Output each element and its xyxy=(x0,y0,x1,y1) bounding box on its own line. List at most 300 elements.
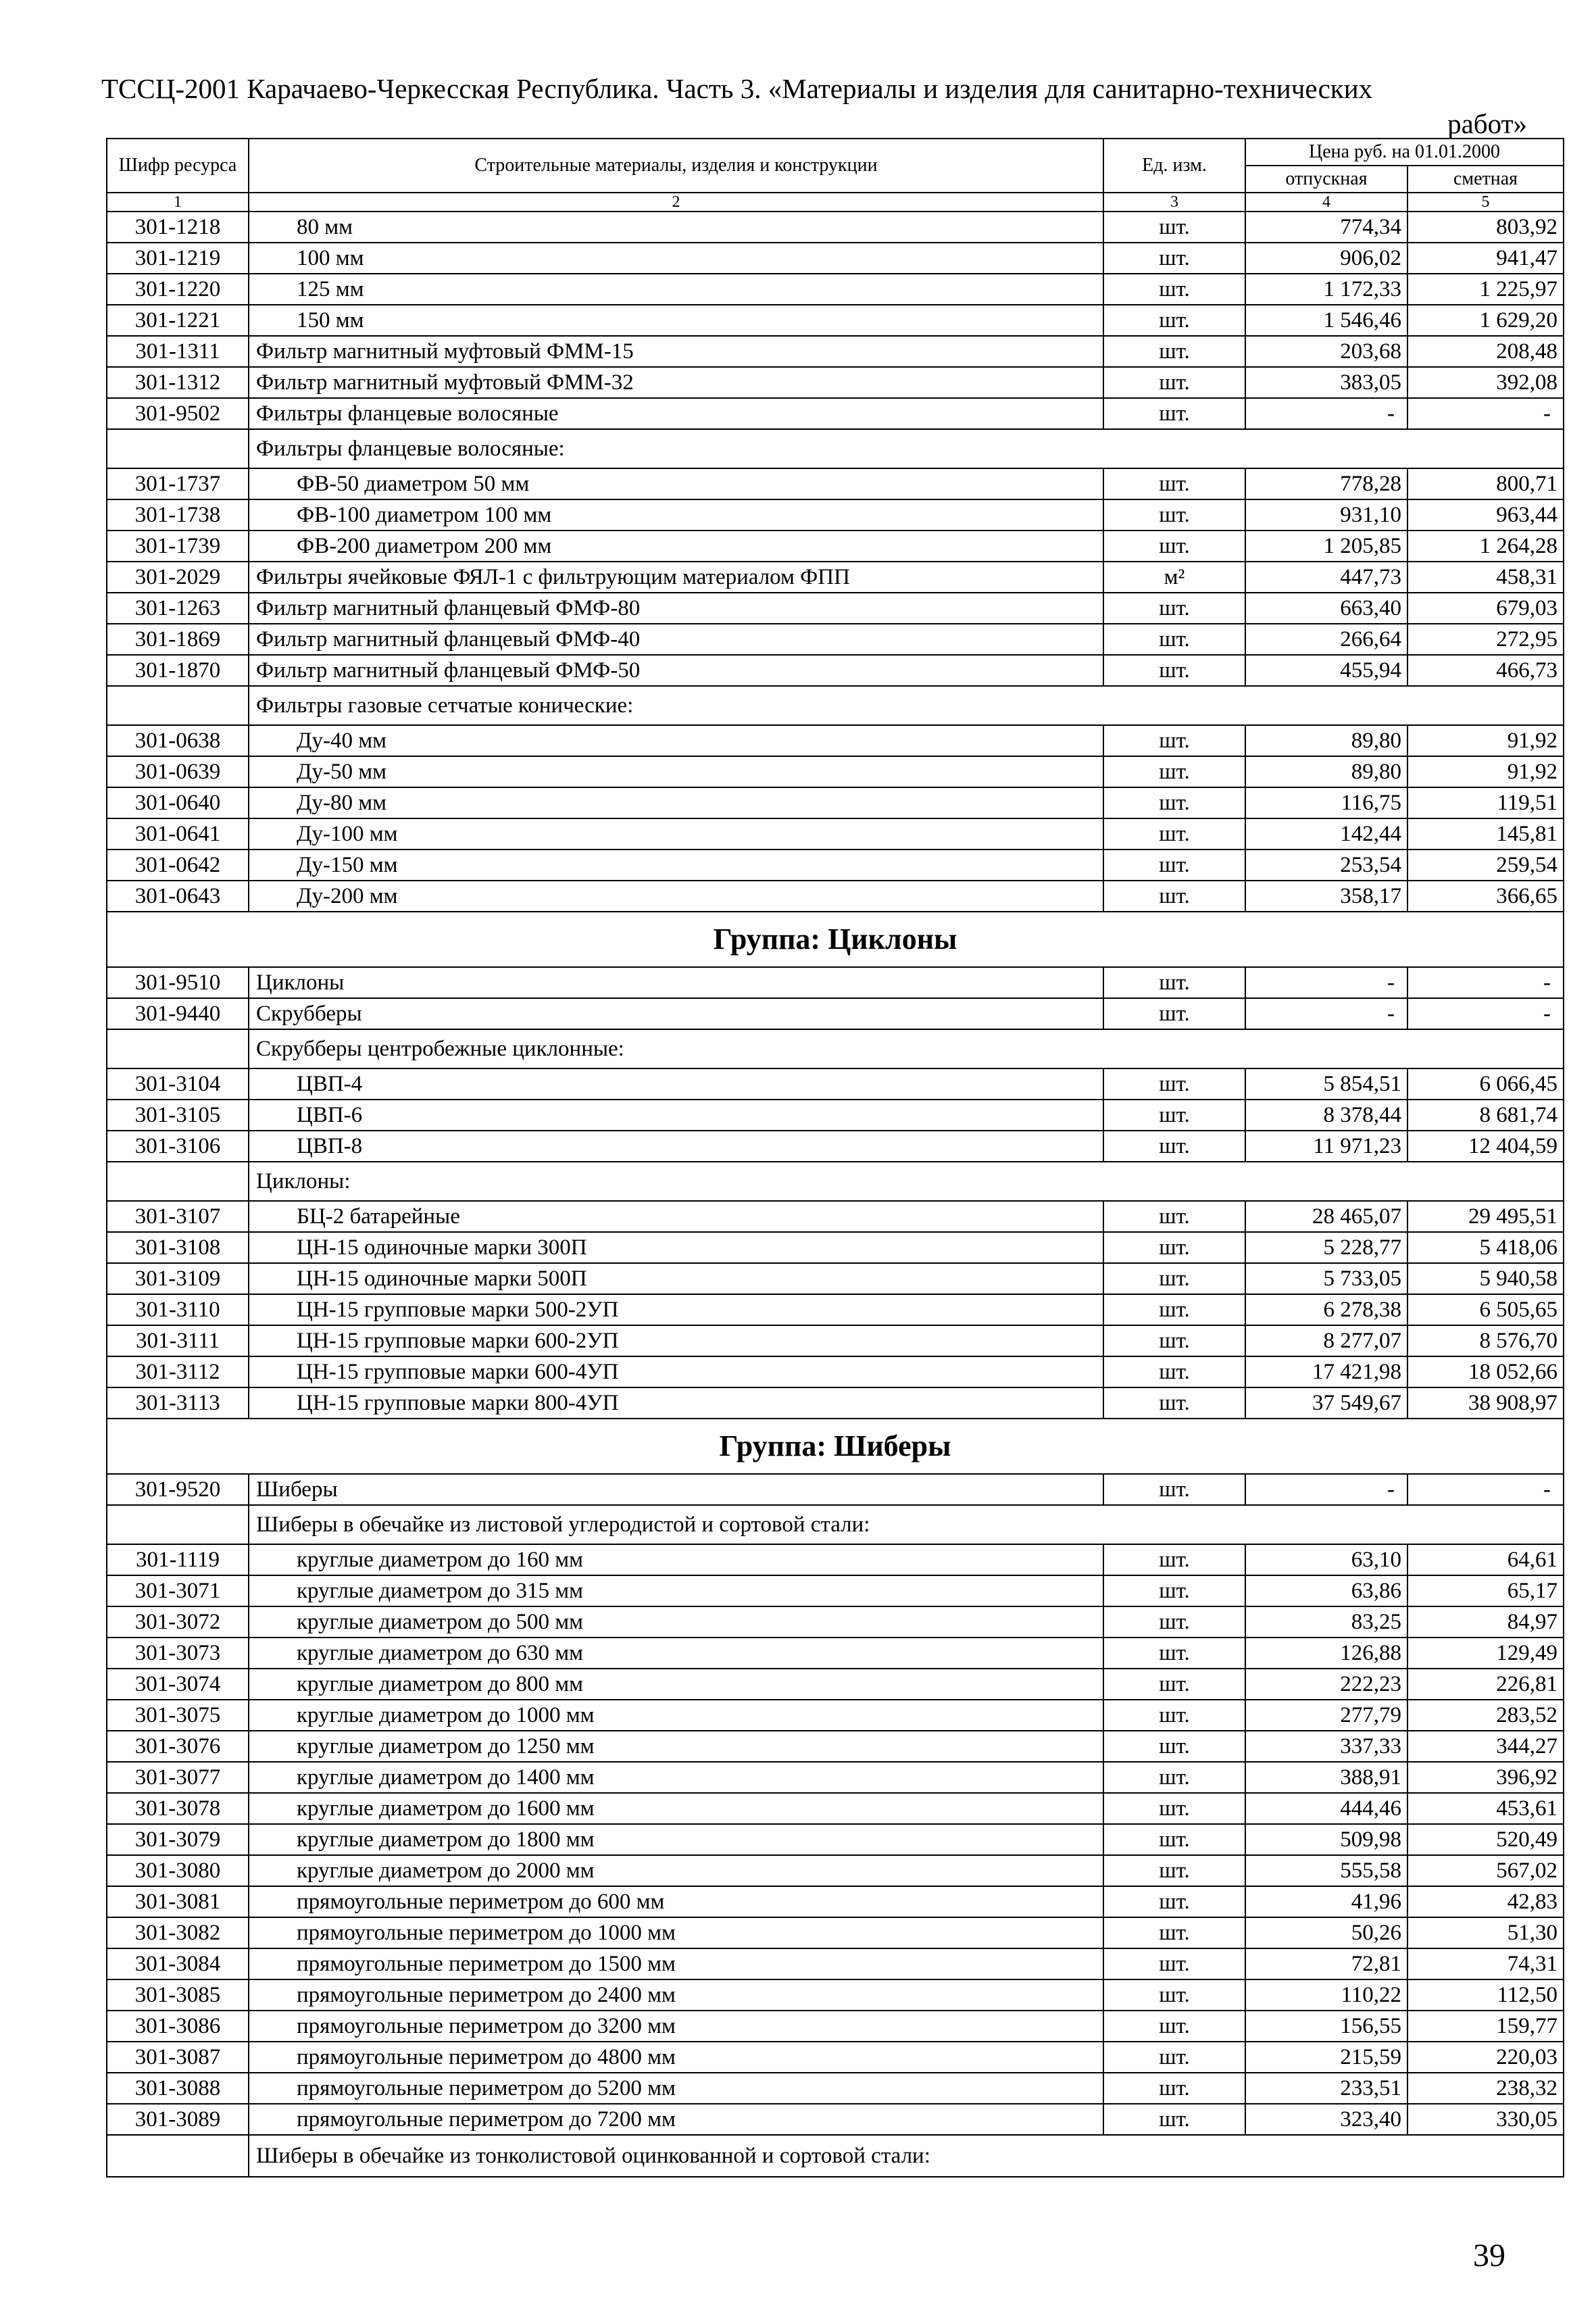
release-price: 17 421,98 xyxy=(1245,1356,1407,1387)
release-price: 63,10 xyxy=(1245,1544,1407,1575)
unit: шт. xyxy=(1103,787,1245,818)
resource-name: круглые диаметром до 2000 мм xyxy=(249,1855,1103,1886)
column-numbers-row xyxy=(107,193,1564,212)
unit: шт. xyxy=(1103,1201,1245,1232)
estimate-price: 366,65 xyxy=(1407,881,1564,912)
release-price: 358,17 xyxy=(1245,881,1407,912)
header-estimate: сметная xyxy=(1407,166,1564,193)
unit: шт. xyxy=(1103,1948,1245,1979)
table-row xyxy=(107,1131,1564,1162)
table-row xyxy=(107,2104,1564,2135)
release-price: 1 172,33 xyxy=(1245,274,1407,305)
unit: шт. xyxy=(1103,1131,1245,1162)
release-price: 8 378,44 xyxy=(1245,1100,1407,1131)
resource-code: 301-3105 xyxy=(107,1100,249,1131)
release-price: 116,75 xyxy=(1245,787,1407,818)
release-price: 323,40 xyxy=(1245,2104,1407,2135)
resource-code: 301-3089 xyxy=(107,2104,249,2135)
resource-code: 301-3079 xyxy=(107,1824,249,1855)
resource-code: 301-9502 xyxy=(107,398,249,429)
resource-name: ФВ-100 диаметром 100 мм xyxy=(249,499,1103,531)
resource-code: 301-1219 xyxy=(107,243,249,274)
unit: шт. xyxy=(1103,1917,1245,1948)
title-line-2: работ» xyxy=(1447,108,1527,139)
release-price: 388,91 xyxy=(1245,1762,1407,1793)
estimate-price: 145,81 xyxy=(1407,818,1564,850)
unit: шт. xyxy=(1103,1263,1245,1294)
resource-name: круглые диаметром до 1800 мм xyxy=(249,1824,1103,1855)
subheading-row xyxy=(107,1162,1564,1201)
table-row xyxy=(107,1824,1564,1855)
resource-code: 301-3080 xyxy=(107,1855,249,1886)
release-price: 222,23 xyxy=(1245,1669,1407,1700)
release-price: 774,34 xyxy=(1245,212,1407,243)
resource-name: ЦН-15 групповые марки 600-4УП xyxy=(249,1356,1103,1387)
unit: шт. xyxy=(1103,1068,1245,1100)
resource-code: 301-9440 xyxy=(107,998,249,1029)
estimate-price: 220,03 xyxy=(1407,2042,1564,2073)
unit: шт. xyxy=(1103,818,1245,850)
table-row xyxy=(107,468,1564,499)
resource-name: Фильтр магнитный фланцевый ФМФ-50 xyxy=(249,655,1103,686)
column-number: 3 xyxy=(1103,193,1245,212)
resource-code: 301-3077 xyxy=(107,1762,249,1793)
resource-name: ФВ-200 диаметром 200 мм xyxy=(249,531,1103,562)
estimate-price: 1 225,97 xyxy=(1407,274,1564,305)
resource-code: 301-0638 xyxy=(107,725,249,756)
table-row xyxy=(107,1100,1564,1131)
release-price: - xyxy=(1245,998,1407,1029)
resource-code: 301-3087 xyxy=(107,2042,249,2073)
resource-code: 301-3110 xyxy=(107,1294,249,1325)
title-line-1: ТССЦ-2001 Карачаево-Черкесская Республика. Часть 3. «Материалы и изделия для санитарно-технических xyxy=(101,73,1373,104)
table-row xyxy=(107,787,1564,818)
unit: шт. xyxy=(1103,881,1245,912)
empty-cell xyxy=(107,1505,249,1544)
release-price: 931,10 xyxy=(1245,499,1407,531)
resource-code: 301-1870 xyxy=(107,655,249,686)
column-number: 1 xyxy=(107,193,249,212)
table-row xyxy=(107,1263,1564,1294)
table-row xyxy=(107,1068,1564,1100)
resource-name: Ду-40 мм xyxy=(249,725,1103,756)
table-row xyxy=(107,1762,1564,1793)
table-header-row xyxy=(107,139,1564,166)
resource-name: прямоугольные периметром до 600 мм xyxy=(249,1886,1103,1917)
resource-code: 301-3088 xyxy=(107,2073,249,2104)
group-heading-row xyxy=(107,912,1564,967)
unit: шт. xyxy=(1103,274,1245,305)
release-price: 110,22 xyxy=(1245,1979,1407,2011)
table-row xyxy=(107,1886,1564,1917)
table-row xyxy=(107,367,1564,398)
release-price: 37 549,67 xyxy=(1245,1387,1407,1419)
table-row xyxy=(107,1700,1564,1731)
release-price: 253,54 xyxy=(1245,850,1407,881)
estimate-price: 129,49 xyxy=(1407,1638,1564,1669)
table-row xyxy=(107,1917,1564,1948)
table-row xyxy=(107,1948,1564,1979)
estimate-price: 84,97 xyxy=(1407,1606,1564,1638)
subheading-text: Фильтры фланцевые волосяные: xyxy=(249,429,1564,468)
unit: шт. xyxy=(1103,1979,1245,2011)
empty-cell xyxy=(107,686,249,725)
page-title xyxy=(101,71,1527,141)
resource-name: круглые диаметром до 500 мм xyxy=(249,1606,1103,1638)
resource-name: 80 мм xyxy=(249,212,1103,243)
estimate-price: 567,02 xyxy=(1407,1855,1564,1886)
unit: шт. xyxy=(1103,2073,1245,2104)
resource-code: 301-3104 xyxy=(107,1068,249,1100)
table-row xyxy=(107,967,1564,998)
resource-name: Ду-100 мм xyxy=(249,818,1103,850)
resource-code: 301-3078 xyxy=(107,1793,249,1824)
release-price: 1 546,46 xyxy=(1245,305,1407,336)
table-row xyxy=(107,593,1564,624)
resource-code: 301-3072 xyxy=(107,1606,249,1638)
table-row xyxy=(107,1638,1564,1669)
release-price: 555,58 xyxy=(1245,1855,1407,1886)
group-heading-row xyxy=(107,1419,1564,1474)
resource-name: прямоугольные периметром до 1500 мм xyxy=(249,1948,1103,1979)
release-price: 277,79 xyxy=(1245,1700,1407,1731)
resource-code: 301-3074 xyxy=(107,1669,249,1700)
unit: шт. xyxy=(1103,367,1245,398)
release-price: 11 971,23 xyxy=(1245,1131,1407,1162)
resource-code: 301-1737 xyxy=(107,468,249,499)
estimate-price: 344,27 xyxy=(1407,1731,1564,1762)
estimate-price: 6 066,45 xyxy=(1407,1068,1564,1100)
subheading-text: Циклоны: xyxy=(249,1162,1564,1201)
table-row xyxy=(107,1474,1564,1505)
resource-code: 301-1221 xyxy=(107,305,249,336)
estimate-price: 208,48 xyxy=(1407,336,1564,367)
unit: шт. xyxy=(1103,1100,1245,1131)
trailing-subheading-row xyxy=(107,2135,1564,2177)
resource-name: Фильтр магнитный фланцевый ФМФ-40 xyxy=(249,624,1103,655)
resource-name: 100 мм xyxy=(249,243,1103,274)
resource-name: Фильтры ячейковые ФЯЛ-1 с фильтрующим материалом ФПП xyxy=(249,562,1103,593)
estimate-price: 42,83 xyxy=(1407,1886,1564,1917)
estimate-price: 8 681,74 xyxy=(1407,1100,1564,1131)
resource-name: круглые диаметром до 630 мм xyxy=(249,1638,1103,1669)
release-price: 337,33 xyxy=(1245,1731,1407,1762)
header-name: Строительные материалы, изделия и конструкции xyxy=(249,139,1103,193)
resource-code: 301-0641 xyxy=(107,818,249,850)
resource-name: ЦН-15 одиночные марки 300П xyxy=(249,1232,1103,1263)
estimate-price: 453,61 xyxy=(1407,1793,1564,1824)
table-row xyxy=(107,850,1564,881)
unit: шт. xyxy=(1103,336,1245,367)
estimate-price: 520,49 xyxy=(1407,1824,1564,1855)
resource-code: 301-1312 xyxy=(107,367,249,398)
subheading-row xyxy=(107,1029,1564,1068)
table-row xyxy=(107,725,1564,756)
release-price: - xyxy=(1245,967,1407,998)
estimate-price: 396,92 xyxy=(1407,1762,1564,1793)
release-price: 8 277,07 xyxy=(1245,1325,1407,1356)
estimate-price: 74,31 xyxy=(1407,1948,1564,1979)
unit: шт. xyxy=(1103,531,1245,562)
resource-code: 301-3082 xyxy=(107,1917,249,1948)
table-row xyxy=(107,1544,1564,1575)
unit: шт. xyxy=(1103,1886,1245,1917)
estimate-price: 12 404,59 xyxy=(1407,1131,1564,1162)
release-price: 41,96 xyxy=(1245,1886,1407,1917)
release-price: 203,68 xyxy=(1245,336,1407,367)
release-price: 6 278,38 xyxy=(1245,1294,1407,1325)
header-release: отпускная xyxy=(1245,166,1407,193)
release-price: 5 854,51 xyxy=(1245,1068,1407,1100)
unit: шт. xyxy=(1103,398,1245,429)
table-row xyxy=(107,243,1564,274)
estimate-price: 91,92 xyxy=(1407,725,1564,756)
unit: шт. xyxy=(1103,1731,1245,1762)
estimate-price: 800,71 xyxy=(1407,468,1564,499)
estimate-price: 18 052,66 xyxy=(1407,1356,1564,1387)
resource-code: 301-3076 xyxy=(107,1731,249,1762)
estimate-price: 392,08 xyxy=(1407,367,1564,398)
estimate-price: 1 629,20 xyxy=(1407,305,1564,336)
unit: шт. xyxy=(1103,1700,1245,1731)
unit: шт. xyxy=(1103,1762,1245,1793)
estimate-price: 679,03 xyxy=(1407,593,1564,624)
unit: шт. xyxy=(1103,1544,1245,1575)
unit: шт. xyxy=(1103,1356,1245,1387)
table-row xyxy=(107,1606,1564,1638)
resource-code: 301-2029 xyxy=(107,562,249,593)
resource-name: ЦН-15 групповые марки 600-2УП xyxy=(249,1325,1103,1356)
estimate-price: 119,51 xyxy=(1407,787,1564,818)
column-number: 2 xyxy=(249,193,1103,212)
unit: шт. xyxy=(1103,593,1245,624)
table-row xyxy=(107,2042,1564,2073)
unit: шт. xyxy=(1103,1793,1245,1824)
price-table-body xyxy=(107,139,1564,2177)
resource-name: Скрубберы xyxy=(249,998,1103,1029)
resource-code: 301-3086 xyxy=(107,2011,249,2042)
unit: шт. xyxy=(1103,624,1245,655)
table-row xyxy=(107,2073,1564,2104)
subheading-text: Шиберы в обечайке из листовой углеродистой и сортовой стали: xyxy=(249,1505,1564,1544)
release-price: 447,73 xyxy=(1245,562,1407,593)
group-heading: Группа: Шиберы xyxy=(107,1419,1564,1474)
unit: шт. xyxy=(1103,499,1245,531)
unit: шт. xyxy=(1103,1606,1245,1638)
table-row xyxy=(107,624,1564,655)
release-price: 509,98 xyxy=(1245,1824,1407,1855)
unit: шт. xyxy=(1103,212,1245,243)
group-heading: Группа: Циклоны xyxy=(107,912,1564,967)
estimate-price: 259,54 xyxy=(1407,850,1564,881)
subheading-text: Скрубберы центробежные циклонные: xyxy=(249,1029,1564,1068)
estimate-price: 941,47 xyxy=(1407,243,1564,274)
table-row xyxy=(107,1979,1564,2011)
resource-name: Фильтр магнитный муфтовый ФММ-15 xyxy=(249,336,1103,367)
resource-code: 301-1263 xyxy=(107,593,249,624)
table-row xyxy=(107,1731,1564,1762)
resource-name: прямоугольные периметром до 3200 мм xyxy=(249,2011,1103,2042)
estimate-price: 5 418,06 xyxy=(1407,1232,1564,1263)
resource-code: 301-0640 xyxy=(107,787,249,818)
resource-name: круглые диаметром до 800 мм xyxy=(249,1669,1103,1700)
resource-code: 301-3085 xyxy=(107,1979,249,2011)
unit: шт. xyxy=(1103,1824,1245,1855)
resource-code: 301-3112 xyxy=(107,1356,249,1387)
resource-name: круглые диаметром до 315 мм xyxy=(249,1575,1103,1606)
unit: шт. xyxy=(1103,850,1245,881)
resource-code: 301-0639 xyxy=(107,756,249,787)
unit: шт. xyxy=(1103,655,1245,686)
empty-cell xyxy=(107,429,249,468)
table-row xyxy=(107,212,1564,243)
resource-code: 301-0643 xyxy=(107,881,249,912)
table-row xyxy=(107,881,1564,912)
unit: шт. xyxy=(1103,756,1245,787)
release-price: 266,64 xyxy=(1245,624,1407,655)
unit: шт. xyxy=(1103,1294,1245,1325)
resource-name: ЦН-15 групповые марки 800-4УП xyxy=(249,1387,1103,1419)
subheading-text: Фильтры газовые сетчатые конические: xyxy=(249,686,1564,725)
unit: шт. xyxy=(1103,1669,1245,1700)
table-row xyxy=(107,2011,1564,2042)
release-price: - xyxy=(1245,1474,1407,1505)
estimate-price: 272,95 xyxy=(1407,624,1564,655)
resource-name: ФВ-50 диаметром 50 мм xyxy=(249,468,1103,499)
release-price: 906,02 xyxy=(1245,243,1407,274)
table-row xyxy=(107,1575,1564,1606)
resource-code: 301-3109 xyxy=(107,1263,249,1294)
unit: шт. xyxy=(1103,2042,1245,2073)
release-price: 455,94 xyxy=(1245,655,1407,686)
table-row xyxy=(107,274,1564,305)
table-row xyxy=(107,1232,1564,1263)
estimate-price: 803,92 xyxy=(1407,212,1564,243)
resource-name: ЦВП-4 xyxy=(249,1068,1103,1100)
unit: шт. xyxy=(1103,1232,1245,1263)
table-row xyxy=(107,499,1564,531)
estimate-price: 330,05 xyxy=(1407,2104,1564,2135)
release-price: 72,81 xyxy=(1245,1948,1407,1979)
unit: шт. xyxy=(1103,2104,1245,2135)
table-row xyxy=(107,562,1564,593)
unit: шт. xyxy=(1103,468,1245,499)
resource-name: Циклоны xyxy=(249,967,1103,998)
release-price: 156,55 xyxy=(1245,2011,1407,2042)
estimate-price: 65,17 xyxy=(1407,1575,1564,1606)
header-price-group: Цена руб. на 01.01.2000 xyxy=(1245,139,1564,166)
estimate-price: - xyxy=(1407,398,1564,429)
resource-name: прямоугольные периметром до 2400 мм xyxy=(249,1979,1103,2011)
resource-code: 301-3071 xyxy=(107,1575,249,1606)
estimate-price: 29 495,51 xyxy=(1407,1201,1564,1232)
resource-code: 301-9520 xyxy=(107,1474,249,1505)
resource-code: 301-3111 xyxy=(107,1325,249,1356)
resource-code: 301-3073 xyxy=(107,1638,249,1669)
resource-code: 301-3108 xyxy=(107,1232,249,1263)
estimate-price: - xyxy=(1407,1474,1564,1505)
unit: шт. xyxy=(1103,1638,1245,1669)
resource-name: прямоугольные периметром до 5200 мм xyxy=(249,2073,1103,2104)
empty-cell xyxy=(107,2135,249,2177)
release-price: 126,88 xyxy=(1245,1638,1407,1669)
release-price: 50,26 xyxy=(1245,1917,1407,1948)
page-number: 39 xyxy=(1473,2238,1505,2273)
resource-name: круглые диаметром до 1400 мм xyxy=(249,1762,1103,1793)
resource-code: 301-3081 xyxy=(107,1886,249,1917)
resource-code: 301-3106 xyxy=(107,1131,249,1162)
resource-name: ЦВП-6 xyxy=(249,1100,1103,1131)
price-table xyxy=(106,138,1564,2177)
resource-name: ЦВП-8 xyxy=(249,1131,1103,1162)
unit: шт. xyxy=(1103,967,1245,998)
unit: шт. xyxy=(1103,2011,1245,2042)
resource-name: Шиберы xyxy=(249,1474,1103,1505)
estimate-price: 1 264,28 xyxy=(1407,531,1564,562)
resource-code: 301-1739 xyxy=(107,531,249,562)
estimate-price: 238,32 xyxy=(1407,2073,1564,2104)
estimate-price: 91,92 xyxy=(1407,756,1564,787)
release-price: 5 733,05 xyxy=(1245,1263,1407,1294)
resource-code: 301-1738 xyxy=(107,499,249,531)
header-unit: Ед. изм. xyxy=(1103,139,1245,193)
subheading-row xyxy=(107,429,1564,468)
resource-code: 301-1869 xyxy=(107,624,249,655)
estimate-price: 51,30 xyxy=(1407,1917,1564,1948)
table-row xyxy=(107,531,1564,562)
table-row xyxy=(107,305,1564,336)
table-row xyxy=(107,336,1564,367)
header-code: Шифр ресурса xyxy=(107,139,249,193)
unit: шт. xyxy=(1103,1855,1245,1886)
estimate-price: 38 908,97 xyxy=(1407,1387,1564,1419)
table-row xyxy=(107,756,1564,787)
empty-cell xyxy=(107,1029,249,1068)
unit: шт. xyxy=(1103,1387,1245,1419)
release-price: 778,28 xyxy=(1245,468,1407,499)
estimate-price: 283,52 xyxy=(1407,1700,1564,1731)
estimate-price: - xyxy=(1407,998,1564,1029)
release-price: 5 228,77 xyxy=(1245,1232,1407,1263)
resource-name: Фильтр магнитный фланцевый ФМФ-80 xyxy=(249,593,1103,624)
resource-name: Ду-150 мм xyxy=(249,850,1103,881)
unit: шт. xyxy=(1103,305,1245,336)
resource-code: 301-1218 xyxy=(107,212,249,243)
resource-name: круглые диаметром до 1600 мм xyxy=(249,1793,1103,1824)
resource-code: 301-3113 xyxy=(107,1387,249,1419)
estimate-price: 159,77 xyxy=(1407,2011,1564,2042)
resource-code: 301-9510 xyxy=(107,967,249,998)
estimate-price: 8 576,70 xyxy=(1407,1325,1564,1356)
resource-name: БЦ-2 батарейные xyxy=(249,1201,1103,1232)
unit: шт. xyxy=(1103,243,1245,274)
resource-name: 125 мм xyxy=(249,274,1103,305)
release-price: 233,51 xyxy=(1245,2073,1407,2104)
table-row xyxy=(107,655,1564,686)
estimate-price: 112,50 xyxy=(1407,1979,1564,2011)
resource-code: 301-3107 xyxy=(107,1201,249,1232)
table-row xyxy=(107,1325,1564,1356)
estimate-price: 6 505,65 xyxy=(1407,1294,1564,1325)
table-row xyxy=(107,998,1564,1029)
table-row xyxy=(107,1294,1564,1325)
unit: шт. xyxy=(1103,1474,1245,1505)
table-row xyxy=(107,818,1564,850)
release-price: 215,59 xyxy=(1245,2042,1407,2073)
release-price: 142,44 xyxy=(1245,818,1407,850)
release-price: 663,40 xyxy=(1245,593,1407,624)
resource-name: ЦН-15 одиночные марки 500П xyxy=(249,1263,1103,1294)
